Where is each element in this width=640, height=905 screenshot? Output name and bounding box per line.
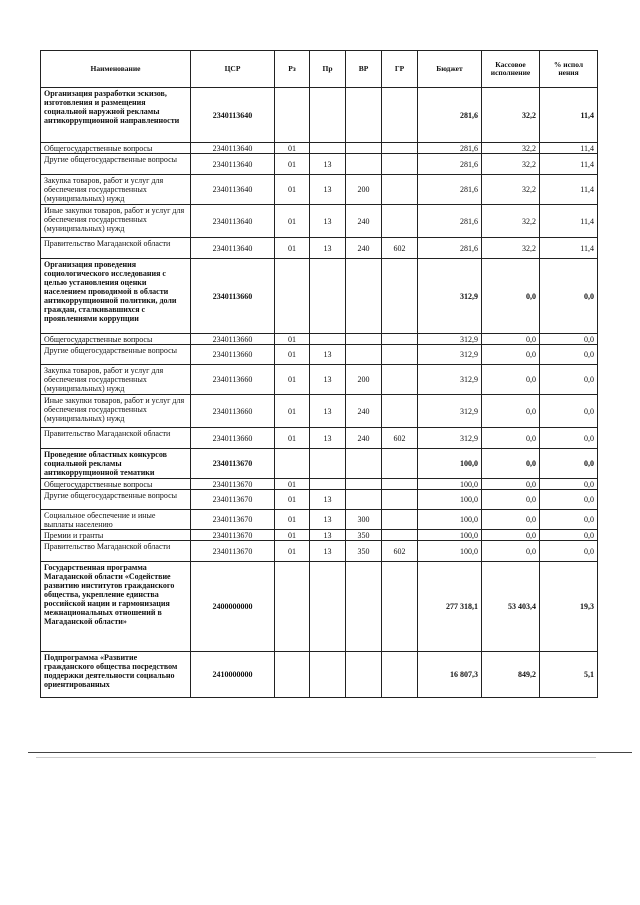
- cell-rz: [275, 562, 310, 652]
- page-bottom-rule: [28, 752, 632, 753]
- cell-csr: 2340113670: [191, 530, 275, 541]
- cell-pr: 13: [310, 510, 346, 530]
- cell-gr: [382, 510, 418, 530]
- cell-budget: 100,0: [418, 490, 482, 510]
- cell-rz: 01: [275, 490, 310, 510]
- cell-rz: 01: [275, 541, 310, 562]
- cell-cash: 32,2: [482, 175, 540, 205]
- cell-rz: 01: [275, 175, 310, 205]
- cell-rz: 01: [275, 428, 310, 449]
- header-name: Наименование: [41, 51, 191, 88]
- cell-vr: [346, 562, 382, 652]
- cell-vr: 240: [346, 205, 382, 238]
- cell-pct: 11,4: [540, 175, 598, 205]
- cell-name: Премии и гранты: [41, 530, 191, 541]
- cell-pr: 13: [310, 530, 346, 541]
- cell-gr: [382, 88, 418, 143]
- cell-rz: 01: [275, 345, 310, 365]
- cell-budget: 281,6: [418, 88, 482, 143]
- cell-csr: 2410000000: [191, 652, 275, 698]
- cell-rz: [275, 259, 310, 334]
- table-row: [41, 143, 598, 154]
- table-row: [41, 562, 598, 652]
- cell-cash: 32,2: [482, 205, 540, 238]
- cell-csr: 2340113660: [191, 345, 275, 365]
- cell-cash: 32,2: [482, 238, 540, 259]
- cell-vr: 200: [346, 175, 382, 205]
- cell-gr: [382, 479, 418, 490]
- cell-cash: 53 403,4: [482, 562, 540, 652]
- cell-pr: 13: [310, 428, 346, 449]
- header-pct: % испол нения: [540, 51, 598, 88]
- header-gr: ГР: [382, 51, 418, 88]
- cell-pct: 0,0: [540, 334, 598, 345]
- cell-rz: 01: [275, 510, 310, 530]
- cell-gr: [382, 365, 418, 395]
- cell-pct: 0,0: [540, 365, 598, 395]
- header-csr: ЦСР: [191, 51, 275, 88]
- cell-budget: 281,6: [418, 143, 482, 154]
- cell-pct: 0,0: [540, 449, 598, 479]
- cell-rz: 01: [275, 395, 310, 428]
- cell-gr: 602: [382, 428, 418, 449]
- cell-name: Правительство Магаданской области: [41, 428, 191, 449]
- cell-budget: 100,0: [418, 479, 482, 490]
- table-row: [41, 175, 598, 205]
- cell-rz: 01: [275, 143, 310, 154]
- cell-pct: 0,0: [540, 541, 598, 562]
- cell-gr: [382, 530, 418, 541]
- cell-csr: 2340113670: [191, 541, 275, 562]
- cell-name: Иные закупки товаров, работ и услуг для обеспечения государственных (муниципальных) нужд: [41, 395, 191, 428]
- cell-vr: [346, 479, 382, 490]
- table-row: [41, 154, 598, 175]
- cell-cash: 32,2: [482, 143, 540, 154]
- cell-vr: 200: [346, 365, 382, 395]
- cell-cash: 32,2: [482, 88, 540, 143]
- cell-pct: 0,0: [540, 259, 598, 334]
- cell-gr: [382, 345, 418, 365]
- cell-budget: 281,6: [418, 205, 482, 238]
- cell-cash: 32,2: [482, 154, 540, 175]
- cell-vr: [346, 449, 382, 479]
- cell-csr: 2400000000: [191, 562, 275, 652]
- table-row: [41, 365, 598, 395]
- cell-cash: 0,0: [482, 449, 540, 479]
- cell-pr: [310, 652, 346, 698]
- cell-name: Закупка товаров, работ и услуг для обеспечения государственных (муниципальных) нужд: [41, 365, 191, 395]
- cell-budget: 281,6: [418, 238, 482, 259]
- cell-gr: [382, 175, 418, 205]
- cell-pct: 0,0: [540, 395, 598, 428]
- cell-csr: 2340113640: [191, 88, 275, 143]
- table-row: [41, 205, 598, 238]
- cell-vr: [346, 143, 382, 154]
- cell-csr: 2340113640: [191, 205, 275, 238]
- cell-csr: 2340113640: [191, 143, 275, 154]
- cell-gr: 602: [382, 238, 418, 259]
- cell-csr: 2340113670: [191, 449, 275, 479]
- cell-pct: 11,4: [540, 154, 598, 175]
- cell-vr: [346, 259, 382, 334]
- cell-csr: 2340113660: [191, 259, 275, 334]
- cell-pct: 0,0: [540, 345, 598, 365]
- cell-vr: [346, 334, 382, 345]
- cell-pr: [310, 143, 346, 154]
- footer-line: [36, 757, 596, 758]
- cell-budget: 100,0: [418, 449, 482, 479]
- cell-pr: 13: [310, 541, 346, 562]
- cell-pr: [310, 479, 346, 490]
- table-row: [41, 88, 598, 143]
- table-row: [41, 490, 598, 510]
- cell-rz: [275, 652, 310, 698]
- cell-cash: 0,0: [482, 530, 540, 541]
- cell-budget: 312,9: [418, 428, 482, 449]
- cell-csr: 2340113640: [191, 175, 275, 205]
- cell-pr: 13: [310, 395, 346, 428]
- table-row: [41, 479, 598, 490]
- cell-gr: [382, 652, 418, 698]
- cell-budget: 100,0: [418, 530, 482, 541]
- cell-csr: 2340113660: [191, 395, 275, 428]
- table-row: [41, 238, 598, 259]
- cell-csr: 2340113670: [191, 479, 275, 490]
- header-pr: Пр: [310, 51, 346, 88]
- cell-vr: 350: [346, 541, 382, 562]
- header-budget: Бюджет: [418, 51, 482, 88]
- cell-vr: 240: [346, 238, 382, 259]
- table-row: [41, 334, 598, 345]
- table-row: [41, 449, 598, 479]
- cell-gr: [382, 449, 418, 479]
- cell-rz: 01: [275, 365, 310, 395]
- cell-cash: 0,0: [482, 510, 540, 530]
- table-row: [41, 541, 598, 562]
- cell-pr: [310, 449, 346, 479]
- cell-name: Правительство Магаданской области: [41, 238, 191, 259]
- cell-pr: [310, 88, 346, 143]
- cell-name: Другие общегосударственные вопросы: [41, 490, 191, 510]
- cell-cash: 0,0: [482, 345, 540, 365]
- cell-budget: 312,9: [418, 345, 482, 365]
- cell-pct: 0,0: [540, 479, 598, 490]
- cell-vr: 350: [346, 530, 382, 541]
- cell-cash: 0,0: [482, 395, 540, 428]
- cell-pct: 0,0: [540, 510, 598, 530]
- cell-rz: 01: [275, 238, 310, 259]
- cell-name: Общегосударственные вопросы: [41, 479, 191, 490]
- cell-name: Социальное обеспечение и иные выплаты населению: [41, 510, 191, 530]
- cell-cash: 0,0: [482, 334, 540, 345]
- table-row: [41, 259, 598, 334]
- cell-pct: 5,1: [540, 652, 598, 698]
- cell-name: Другие общегосударственные вопросы: [41, 345, 191, 365]
- cell-vr: [346, 490, 382, 510]
- cell-cash: 849,2: [482, 652, 540, 698]
- cell-csr: 2340113660: [191, 334, 275, 345]
- cell-gr: [382, 395, 418, 428]
- cell-pr: 13: [310, 154, 346, 175]
- table-row: [41, 652, 598, 698]
- header-vr: ВР: [346, 51, 382, 88]
- cell-name: Правительство Магаданской области: [41, 541, 191, 562]
- cell-pr: [310, 259, 346, 334]
- cell-rz: 01: [275, 530, 310, 541]
- cell-vr: [346, 154, 382, 175]
- cell-pct: 0,0: [540, 530, 598, 541]
- cell-budget: 277 318,1: [418, 562, 482, 652]
- cell-pct: 0,0: [540, 428, 598, 449]
- cell-gr: [382, 259, 418, 334]
- cell-pr: 13: [310, 490, 346, 510]
- cell-vr: [346, 652, 382, 698]
- header-row: [41, 51, 598, 88]
- cell-name: Другие общегосударственные вопросы: [41, 154, 191, 175]
- cell-gr: 602: [382, 541, 418, 562]
- cell-pr: 13: [310, 345, 346, 365]
- table-row: [41, 395, 598, 428]
- cell-gr: [382, 562, 418, 652]
- cell-vr: 240: [346, 395, 382, 428]
- cell-name: Проведение областных конкурсов социальной рекламы антикоррупционной тематики: [41, 449, 191, 479]
- cell-csr: 2340113640: [191, 154, 275, 175]
- cell-vr: [346, 88, 382, 143]
- cell-budget: 100,0: [418, 541, 482, 562]
- cell-gr: [382, 490, 418, 510]
- header-rz: Рз: [275, 51, 310, 88]
- cell-pct: 11,4: [540, 238, 598, 259]
- cell-rz: [275, 449, 310, 479]
- cell-csr: 2340113670: [191, 510, 275, 530]
- cell-gr: [382, 205, 418, 238]
- cell-pr: 13: [310, 205, 346, 238]
- cell-rz: 01: [275, 479, 310, 490]
- cell-budget: 281,6: [418, 175, 482, 205]
- cell-pr: [310, 562, 346, 652]
- cell-cash: 0,0: [482, 479, 540, 490]
- cell-vr: 240: [346, 428, 382, 449]
- cell-pct: 11,4: [540, 88, 598, 143]
- cell-name: Организация проведения социологического исследования с целью установления оценки населением проводимой в области антикоррупционной политики, доли граждан, сталкивавшихся с проявлениями коррупции: [41, 259, 191, 334]
- cell-rz: 01: [275, 205, 310, 238]
- cell-name: Иные закупки товаров, работ и услуг для обеспечения государственных (муниципальных) нужд: [41, 205, 191, 238]
- cell-budget: 312,9: [418, 365, 482, 395]
- cell-csr: 2340113670: [191, 490, 275, 510]
- table-row: [41, 530, 598, 541]
- cell-pr: 13: [310, 365, 346, 395]
- cell-budget: 312,9: [418, 395, 482, 428]
- cell-pct: 11,4: [540, 143, 598, 154]
- cell-budget: 312,9: [418, 259, 482, 334]
- cell-csr: 2340113660: [191, 428, 275, 449]
- table-row: [41, 345, 598, 365]
- cell-name: Общегосударственные вопросы: [41, 143, 191, 154]
- cell-cash: 0,0: [482, 541, 540, 562]
- cell-gr: [382, 334, 418, 345]
- cell-cash: 0,0: [482, 490, 540, 510]
- cell-name: Закупка товаров, работ и услуг для обеспечения государственных (муниципальных) нужд: [41, 175, 191, 205]
- cell-budget: 281,6: [418, 154, 482, 175]
- cell-rz: 01: [275, 154, 310, 175]
- cell-budget: 100,0: [418, 510, 482, 530]
- cell-pr: [310, 334, 346, 345]
- cell-cash: 0,0: [482, 365, 540, 395]
- table-row: [41, 428, 598, 449]
- cell-pr: 13: [310, 175, 346, 205]
- cell-cash: 0,0: [482, 259, 540, 334]
- cell-gr: [382, 154, 418, 175]
- cell-pct: 19,3: [540, 562, 598, 652]
- table-row: [41, 510, 598, 530]
- cell-budget: 16 807,3: [418, 652, 482, 698]
- cell-name: Организация разработки эскизов, изготовления и размещения социальной наружной рекламы антикоррупционной направленности: [41, 88, 191, 143]
- cell-pct: 0,0: [540, 490, 598, 510]
- cell-name: Государственная программа Магаданской области «Содействие развитию институтов гражданского общества, укрепление единства российской нации и гармонизация межнациональных отношений в Магаданской области»: [41, 562, 191, 652]
- cell-budget: 312,9: [418, 334, 482, 345]
- cell-name: Подпрограмма «Развитие гражданского общества посредством поддержки деятельности социально ориентированных: [41, 652, 191, 698]
- cell-csr: 2340113660: [191, 365, 275, 395]
- cell-pr: 13: [310, 238, 346, 259]
- cell-vr: 300: [346, 510, 382, 530]
- cell-rz: 01: [275, 334, 310, 345]
- cell-rz: [275, 88, 310, 143]
- cell-name: Общегосударственные вопросы: [41, 334, 191, 345]
- cell-csr: 2340113640: [191, 238, 275, 259]
- header-cash: Кассовое исполнение: [482, 51, 540, 88]
- cell-vr: [346, 345, 382, 365]
- cell-cash: 0,0: [482, 428, 540, 449]
- cell-gr: [382, 143, 418, 154]
- cell-pct: 11,4: [540, 205, 598, 238]
- budget-table: [40, 50, 598, 698]
